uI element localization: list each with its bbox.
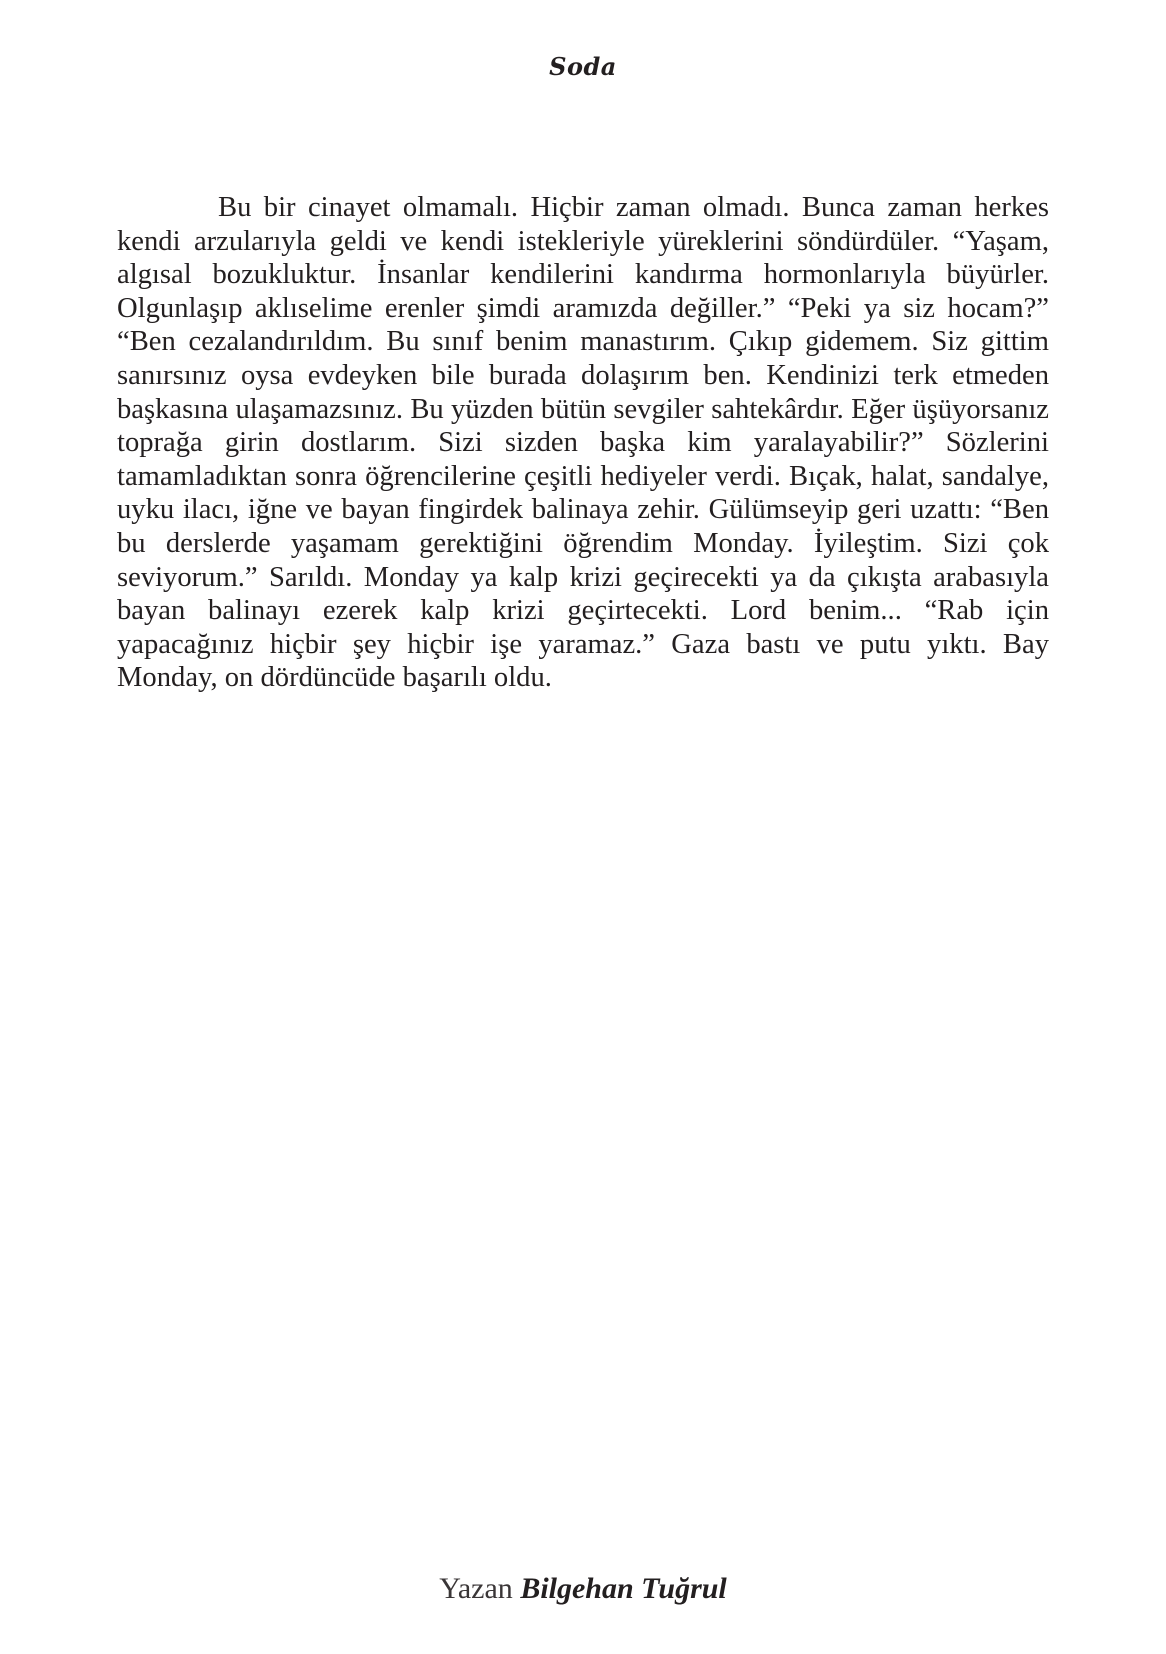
- running-title: Soda: [549, 52, 617, 81]
- story-body: [117, 191, 1049, 695]
- author-name: Bilgehan Tuğrul: [520, 1572, 727, 1605]
- byline-prefix: Yazan: [439, 1572, 513, 1605]
- story-paragraph: Bu bir cinayet olmamalı. Hiçbir zaman olmadı. Bunca zaman herkes kendi arzularıyla geldi ve kendi istekleriyle yüreklerini söndürdüler. “Yaşam, algısal bozukluktur. İnsanlar kendilerini kandırma hormonlarıyla büyürler. Olgunlaşıp aklıselime erenler şimdi aramızda değiller.” “Peki ya siz hocam?” “Ben cezalandırıldım. Bu sınıf benim manastırım. Çıkıp gidemem. Siz gittim sanırsınız oysa evdeyken bile burada dolaşırım ben. Kendinizi terk etmeden başkasına ulaşamazsınız. Bu yüzden bütün sevgiler sahtekârdır. Eğer üşüyorsanız toprağa girin dostlarım. Sizi sizden başka kim yaralayabilir?” Sözlerini tamamladıktan sonra öğrencilerine çeşitli hediyeler verdi. Bıçak, halat, sandalye, uyku ilacı, iğne ve bayan fingirdek balinaya zehir. Gülümseyip geri uzattı: “Ben bu derslerde yaşamam gerektiğini öğrendim Monday. İyileştim. Sizi çok seviyorum.” Sarıldı. Monday ya kalp krizi geçirecekti ya da çıkışta arabasıyla bayan balinayı ezerek kalp krizi geçirtecekti. Lord benim... “Rab için yapacağınız hiçbir şey hiçbir işe yaramaz.” Gaza bastı ve putu yıktı. Bay Monday, on dördüncüde başarılı oldu.: [117, 192, 1049, 694]
- author-byline: [0, 1572, 1166, 1606]
